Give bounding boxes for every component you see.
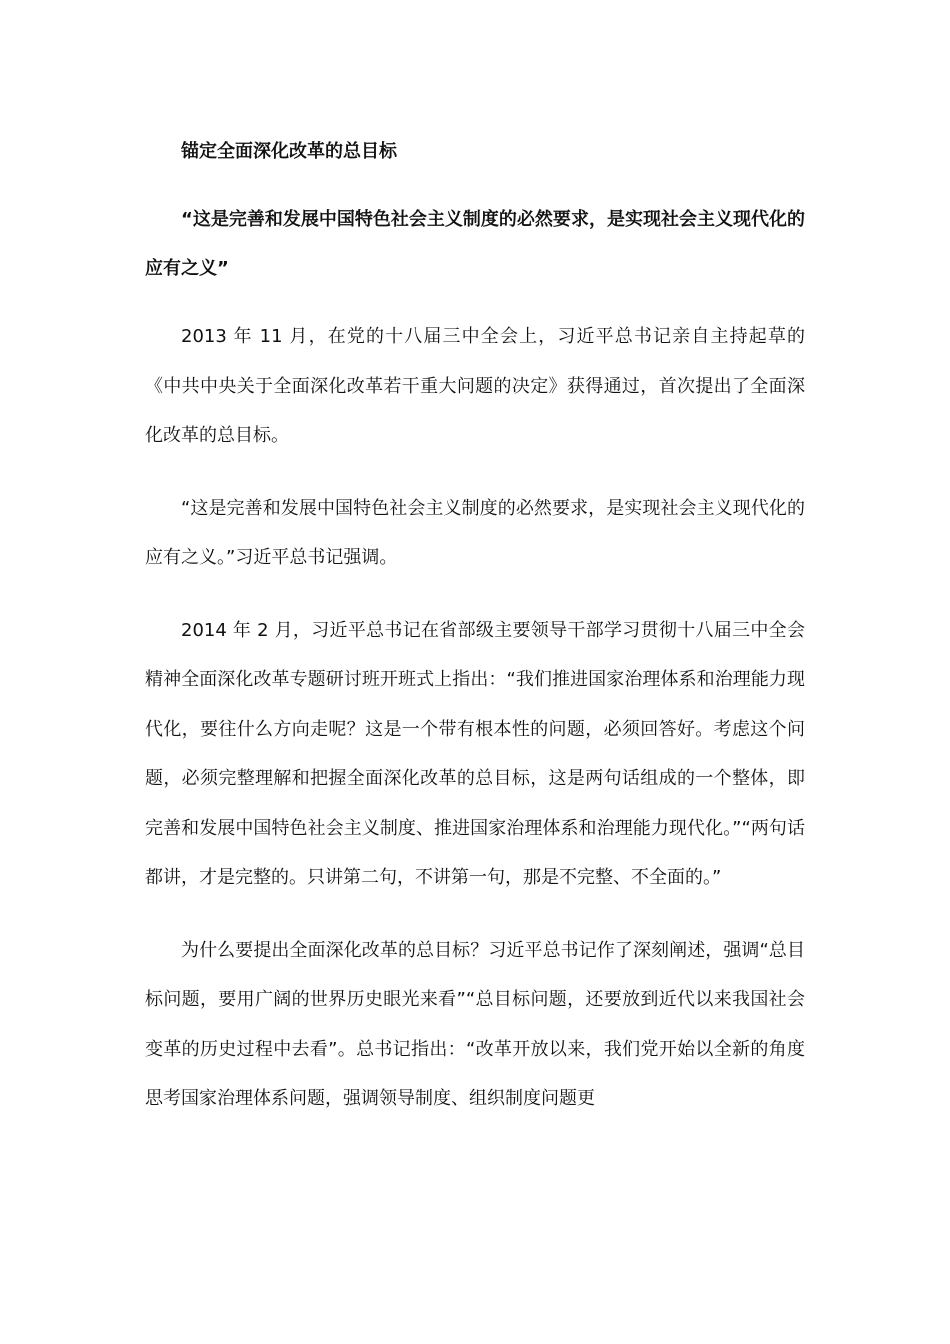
paragraph-2014-seminar: 2014 年 2 月，习近平总书记在省部级主要领导干部学习贯彻十八届三中全会精神全面深化改革专题研讨班开班式上指出：“我们推进国家治理体系和治理能力现代化，要往什么方向走呢？这是一个带有根本性的问题，必须回答好。考虑这个问题，必须完整理解和把握全面深化改革的总目标，这是两句话组成的一个整体，即完善和发展中国特色社会主义制度、推进国家治理体系和治理能力现代化。”“两句话都讲，才是完整的。只讲第二句，不讲第一句，那是不完整、不全面的。”: [145, 619, 805, 888]
paragraph-quote-emphasis: “这是完善和发展中国特色社会主义制度的必然要求，是实现社会主义现代化的应有之义。”习近平总书记强调。: [145, 497, 805, 568]
document-body: [145, 128, 805, 1147]
paragraph-why-goal: 为什么要提出全面深化改革的总目标？习近平总书记作了深刻阐述，强调“总目标问题，要用广阔的世界历史眼光来看”“总目标问题，还要放到近代以来我国社会变革的历史过程中去看”。总书记指出：“改革开放以来，我们党开始以全新的角度思考国家治理体系问题，强调领导制度、组织制度问题更: [145, 939, 805, 1109]
quote-subheading: “这是完善和发展中国特色社会主义制度的必然要求，是实现社会主义现代化的应有之义”: [145, 209, 805, 279]
paragraph-2013-decision: 2013 年 11 月，在党的十八届三中全会上，习近平总书记亲自主持起草的《中共中央关于全面深化改革若干重大问题的决定》获得通过，首次提出了全面深化改革的总目标。: [145, 326, 805, 446]
section-heading: 锚定全面深化改革的总目标: [181, 141, 397, 162]
